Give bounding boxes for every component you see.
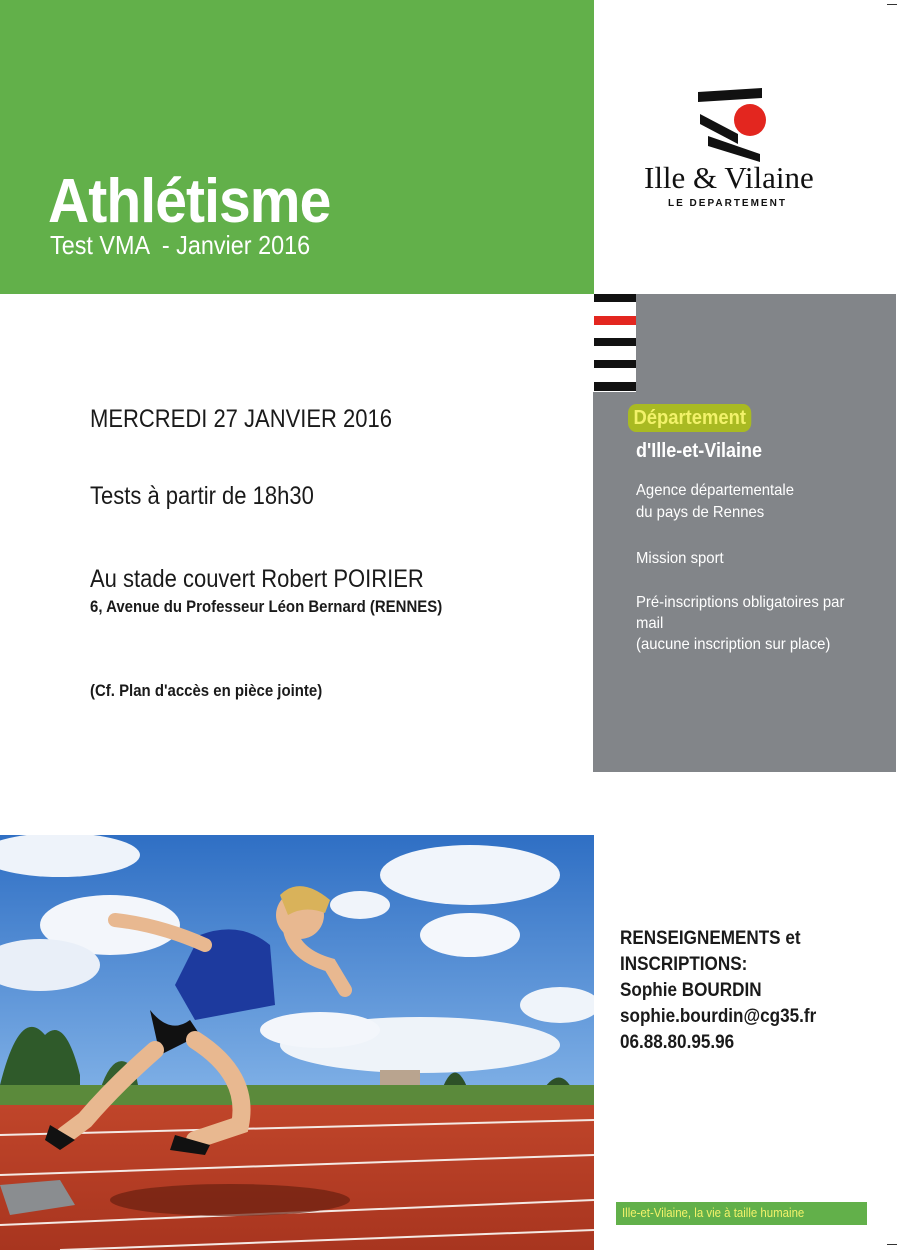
logo-wordmark: Ille & Vilaine bbox=[644, 160, 814, 195]
contact-name: Sophie BOURDIN bbox=[620, 980, 762, 1001]
agency-line-2: du pays de Rennes bbox=[636, 504, 765, 521]
agency-line-1: Agence départementale bbox=[636, 482, 795, 499]
crop-mark-bottom bbox=[887, 1244, 897, 1245]
access-plan-note: (Cf. Plan d'accès en pièce jointe) bbox=[90, 681, 323, 700]
info-side-panel bbox=[593, 294, 896, 772]
department-name: d'Ille-et-Vilaine bbox=[636, 440, 762, 462]
slogan-text: Ille-et-Vilaine, la vie à taille humaine bbox=[622, 1205, 805, 1220]
mission-text: Mission sport bbox=[636, 550, 724, 567]
contact-email[interactable]: sophie.bourdin@cg35.fr bbox=[620, 1006, 817, 1027]
event-venue: Au stade couvert Robert POIRIER bbox=[90, 565, 424, 593]
stripes-decoration bbox=[594, 294, 636, 392]
contact-heading-line-1: RENSEIGNEMENTS et bbox=[620, 928, 801, 949]
event-time: Tests à partir de 18h30 bbox=[90, 482, 314, 510]
department-highlight: Département bbox=[628, 404, 752, 432]
crop-mark-top bbox=[887, 4, 897, 5]
event-date: MERCREDI 27 JANVIER 2016 bbox=[90, 405, 393, 433]
sprinter-photo bbox=[0, 835, 594, 1250]
page-title: Athlétisme bbox=[48, 167, 331, 236]
event-address: 6, Avenue du Professeur Léon Bernard (RENNES) bbox=[90, 597, 443, 616]
ille-et-vilaine-logo-icon bbox=[690, 84, 780, 164]
contact-phone[interactable]: 06.88.80.95.96 bbox=[620, 1032, 735, 1053]
preregistration-line-3: (aucune inscription sur place) bbox=[636, 636, 831, 653]
contact-block bbox=[620, 926, 816, 1056]
preregistration-line-1: Pré-inscriptions obligatoires par bbox=[636, 594, 845, 611]
logo-tagline: LE DEPARTEMENT bbox=[668, 198, 787, 209]
page-subtitle: Test VMA - Janvier 2016 bbox=[50, 230, 311, 260]
preregistration-line-2: mail bbox=[636, 615, 664, 632]
contact-heading-line-2: INSCRIPTIONS: bbox=[620, 954, 748, 975]
